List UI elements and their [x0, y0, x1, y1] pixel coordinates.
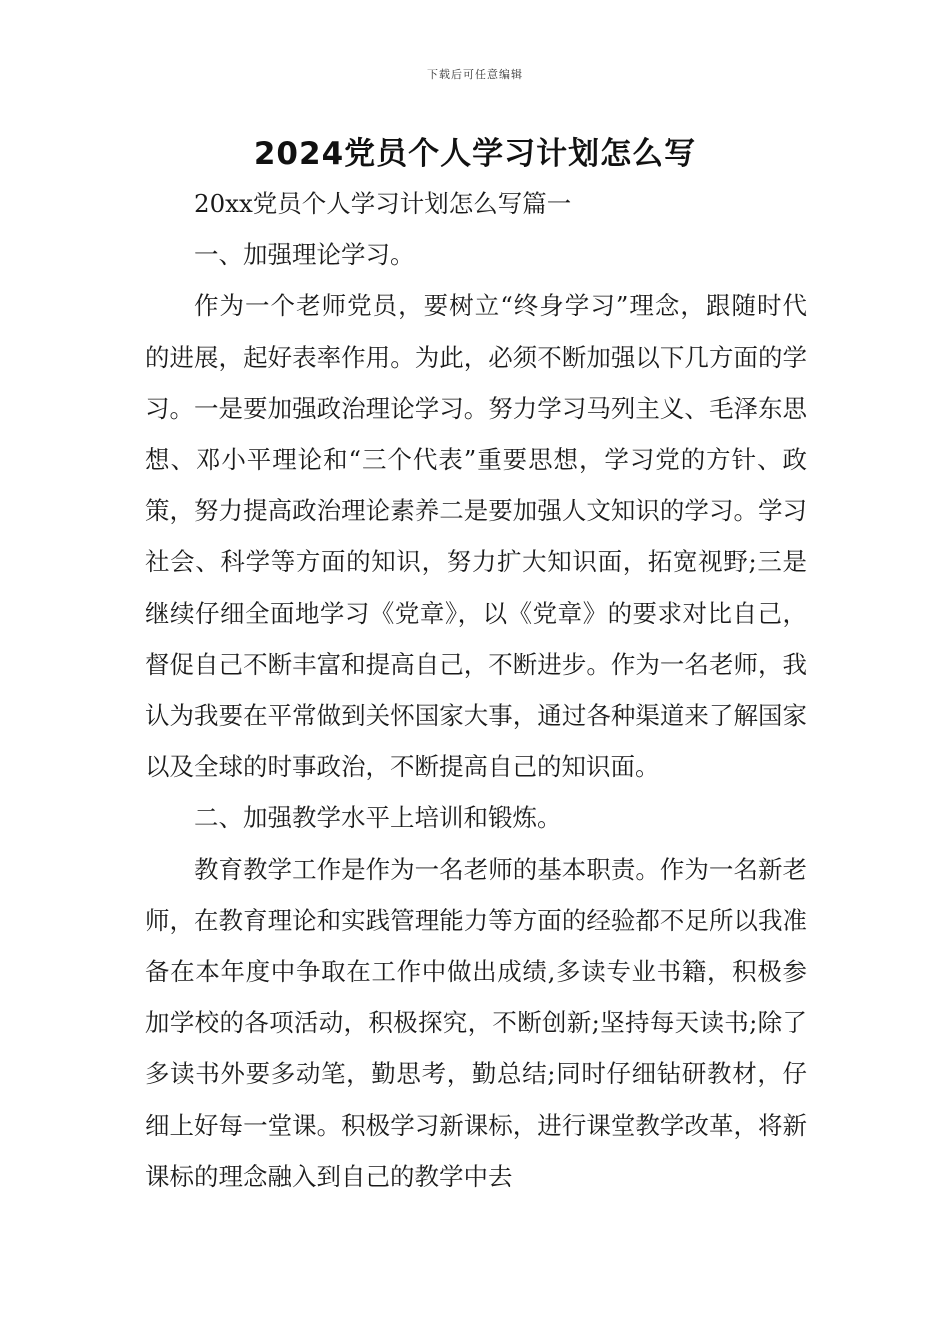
- body-paragraph: 教育教学工作是作为一名老师的基本职责。作为一名新老师，在教育理论和实践管理能力等方面的经验都不足所以我准备在本年度中争取在工作中做出成绩,多读专业书籍，积极参加学校的各项活动，积极探究，不断创新;坚持每天读书;除了多读书外要多动笔，勤思考，勤总结;同时仔细钻研教材，仔细上好每一堂课。积极学习新课标，进行课堂教学改革，将新课标的理念融入到自己的教学中去: [145, 854, 807, 1191]
- document-title: 2024党员个人学习计划怎么写: [253, 136, 697, 172]
- document-body: [145, 178, 807, 1202]
- subsection-heading: 一、加强理论学习。: [194, 240, 415, 270]
- section-heading: 20xx党员个人学习计划怎么写篇一: [194, 189, 572, 218]
- body-paragraph: 作为一个老师党员，要树立“终身学习”理念，跟随时代的进展，起好表率作用。为此，必须不断加强以下几方面的学习。一是要加强政治理论学习。努力学习马列主义、毛泽东思想、邓小平理论和“三个代表”重要思想，学习党的方针、政策，努力提高政治理论素养二是要加强人文知识的学习。学习社会、科学等方面的知识，努力扩大知识面，拓宽视野;三是继续仔细全面地学习《党章》，以《党章》的要求对比自己，督促自己不断丰富和提高自己，不断进步。作为一名老师，我认为我要在平常做到关怀国家大事，通过各种渠道来了解国家以及全球的时事政治，不断提高自己的知识面。: [145, 291, 807, 782]
- subsection-heading: 二、加强教学水平上培训和锻炼。: [194, 803, 562, 833]
- header-note: 下载后可任意编辑: [427, 68, 523, 81]
